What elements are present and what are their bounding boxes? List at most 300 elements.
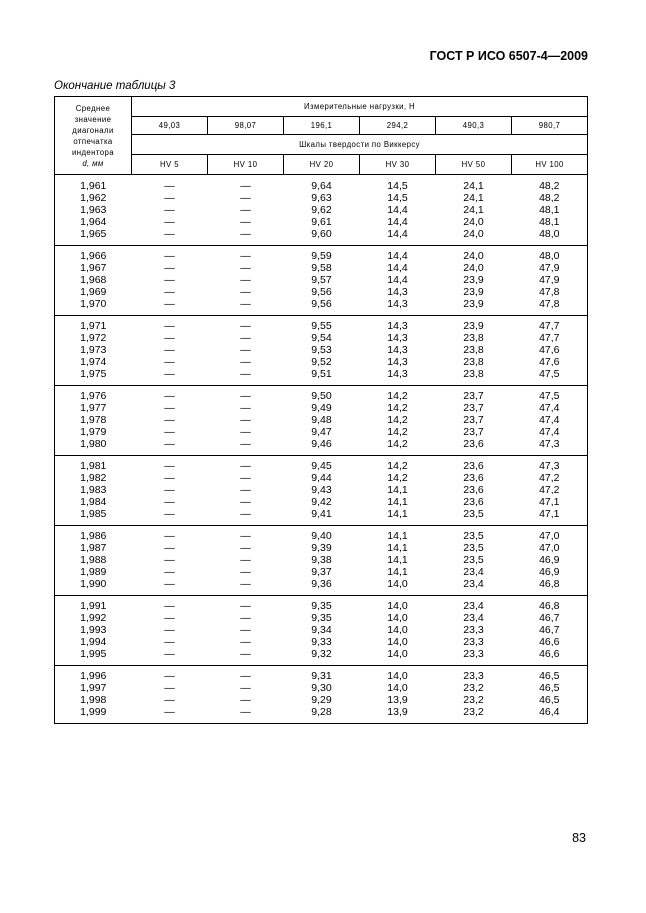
- hardness-cell: 23,2: [463, 694, 484, 706]
- table-caption: Окончание таблицы 3: [54, 80, 176, 92]
- hardness-cell: 47,7: [512, 320, 588, 332]
- hardness-cell: 9,29: [311, 694, 332, 706]
- hardness-cell: —: [240, 426, 251, 438]
- table-row: [55, 250, 588, 262]
- hardness-cell: —: [164, 600, 175, 612]
- hardness-cell: —: [164, 180, 175, 192]
- hardness-cell: —: [240, 216, 251, 228]
- diagonal-cell: 1,993: [55, 624, 132, 636]
- hardness-cell: —: [240, 706, 251, 718]
- table-row: [55, 554, 588, 566]
- diagonal-cell: 1,961: [55, 180, 132, 192]
- scale-label: HV 5: [132, 155, 208, 175]
- hardness-cell: —: [164, 566, 175, 578]
- diagonal-cell: 1,967: [55, 262, 132, 274]
- hardness-cell: —: [164, 670, 175, 682]
- diagonal-cell: 1,973: [55, 344, 132, 356]
- hardness-cell: —: [164, 472, 175, 484]
- hardness-cell: —: [240, 648, 251, 660]
- hardness-cell: —: [240, 496, 251, 508]
- hardness-cell: —: [240, 566, 251, 578]
- table-row: [55, 624, 588, 636]
- hardness-cell: 9,56: [311, 298, 332, 310]
- load-value: 196,1: [284, 117, 360, 135]
- hardness-cell: 14,5: [387, 192, 408, 204]
- hardness-cell: 23,4: [463, 566, 484, 578]
- table-row: [55, 320, 588, 332]
- table-row: [55, 344, 588, 356]
- stub-line: значение: [74, 115, 112, 124]
- table-row: [55, 274, 588, 286]
- diagonal-cell: 1,989: [55, 566, 132, 578]
- hardness-cell: 23,5: [463, 554, 484, 566]
- hardness-cell: 14,0: [387, 578, 408, 590]
- hardness-cell: 24,1: [463, 180, 484, 192]
- hardness-cell: —: [240, 298, 251, 310]
- hardness-cell: 46,5: [512, 670, 588, 682]
- hardness-cell: 9,30: [311, 682, 332, 694]
- hardness-cell: 46,7: [512, 624, 588, 636]
- hardness-cell: 14,2: [387, 390, 408, 402]
- hardness-cell: 24,0: [463, 228, 484, 240]
- table-row: [55, 192, 588, 204]
- row-group: [55, 386, 588, 456]
- scale-label: HV 30: [360, 155, 436, 175]
- hardness-cell: 23,6: [463, 438, 484, 450]
- hardness-cell: 23,5: [463, 508, 484, 520]
- hardness-cell: 23,7: [463, 414, 484, 426]
- hardness-cell: 14,2: [387, 472, 408, 484]
- hardness-cell: 14,3: [387, 344, 408, 356]
- hardness-cell: 47,6: [512, 356, 588, 368]
- hardness-cell: 47,1: [512, 508, 588, 520]
- hardness-cell: 23,8: [463, 332, 484, 344]
- hardness-cell: 14,0: [387, 648, 408, 660]
- hardness-cell: 14,4: [387, 228, 408, 240]
- table-row: [55, 402, 588, 414]
- hardness-table: [54, 96, 588, 724]
- diagonal-cell: 1,986: [55, 530, 132, 542]
- hardness-cell: 14,2: [387, 438, 408, 450]
- hardness-cell: —: [164, 438, 175, 450]
- hardness-cell: 47,5: [512, 368, 588, 380]
- hardness-cell: 9,43: [311, 484, 332, 496]
- hardness-cell: —: [240, 414, 251, 426]
- hardness-cell: 9,58: [311, 262, 332, 274]
- hardness-cell: —: [164, 390, 175, 402]
- table-row: [55, 636, 588, 648]
- loads-title: Измерительные нагрузки, Н: [132, 97, 588, 117]
- hardness-cell: —: [164, 624, 175, 636]
- hardness-cell: 23,6: [463, 496, 484, 508]
- hardness-cell: 9,36: [311, 578, 332, 590]
- table-row: [55, 706, 588, 718]
- hardness-cell: —: [240, 390, 251, 402]
- diagonal-cell: 1,969: [55, 286, 132, 298]
- table-row: [55, 390, 588, 402]
- diagonal-cell: 1,990: [55, 578, 132, 590]
- stub-line: индентора: [72, 148, 114, 157]
- hardness-cell: 46,7: [512, 612, 588, 624]
- hardness-cell: —: [240, 670, 251, 682]
- table-row: [55, 670, 588, 682]
- hardness-cell: —: [164, 508, 175, 520]
- diagonal-cell: 1,965: [55, 228, 132, 240]
- table-row: [55, 180, 588, 192]
- hardness-cell: 9,48: [311, 414, 332, 426]
- hardness-cell: 13,9: [387, 706, 408, 718]
- table-row: [55, 298, 588, 310]
- load-value: 98,07: [208, 117, 284, 135]
- hardness-cell: 14,3: [387, 368, 408, 380]
- table-row: [55, 228, 588, 240]
- diagonal-cell: 1,992: [55, 612, 132, 624]
- hardness-cell: 9,47: [311, 426, 332, 438]
- table-row: [55, 460, 588, 472]
- hardness-cell: 47,0: [512, 542, 588, 554]
- table-row: [55, 542, 588, 554]
- hardness-cell: 24,0: [463, 262, 484, 274]
- hardness-cell: 14,1: [387, 530, 408, 542]
- hardness-cell: —: [240, 612, 251, 624]
- hardness-cell: 14,4: [387, 262, 408, 274]
- hardness-cell: 14,0: [387, 636, 408, 648]
- hardness-cell: 23,3: [463, 624, 484, 636]
- load-value: 490,3: [436, 117, 512, 135]
- hardness-cell: 48,2: [512, 192, 588, 204]
- hardness-cell: —: [240, 460, 251, 472]
- hardness-cell: —: [164, 216, 175, 228]
- hardness-cell: 14,4: [387, 216, 408, 228]
- hardness-cell: 9,55: [311, 320, 332, 332]
- hardness-cell: 9,45: [311, 460, 332, 472]
- hardness-cell: 46,9: [512, 566, 588, 578]
- hardness-cell: 48,1: [512, 216, 588, 228]
- table-row: [55, 414, 588, 426]
- hardness-cell: 46,5: [512, 682, 588, 694]
- hardness-cell: 9,41: [311, 508, 332, 520]
- hardness-cell: 9,49: [311, 402, 332, 414]
- hardness-cell: —: [240, 438, 251, 450]
- hardness-cell: 46,8: [512, 578, 588, 590]
- hardness-cell: 9,35: [311, 612, 332, 624]
- hardness-cell: —: [164, 484, 175, 496]
- hardness-cell: 24,0: [463, 250, 484, 262]
- hardness-cell: 9,37: [311, 566, 332, 578]
- hardness-cell: —: [240, 578, 251, 590]
- hardness-cell: —: [164, 402, 175, 414]
- diagonal-cell: 1,982: [55, 472, 132, 484]
- table-row: [55, 332, 588, 344]
- hardness-cell: 23,8: [463, 368, 484, 380]
- hardness-cell: 47,7: [512, 332, 588, 344]
- hardness-cell: 14,0: [387, 612, 408, 624]
- hardness-cell: 23,6: [463, 484, 484, 496]
- hardness-cell: 23,4: [463, 600, 484, 612]
- hardness-cell: 14,2: [387, 414, 408, 426]
- diagonal-cell: 1,987: [55, 542, 132, 554]
- diagonal-cell: 1,963: [55, 204, 132, 216]
- table-row: [55, 356, 588, 368]
- hardness-cell: —: [240, 356, 251, 368]
- hardness-cell: 46,6: [512, 648, 588, 660]
- scale-label: HV 20: [284, 155, 360, 175]
- table-row: [55, 204, 588, 216]
- hardness-cell: —: [240, 402, 251, 414]
- hardness-cell: 14,0: [387, 600, 408, 612]
- hardness-cell: 47,2: [512, 472, 588, 484]
- hardness-cell: 46,9: [512, 554, 588, 566]
- hardness-cell: 47,0: [512, 530, 588, 542]
- load-value: 980,7: [512, 117, 588, 135]
- hardness-cell: 14,1: [387, 542, 408, 554]
- table-row: [55, 216, 588, 228]
- diagonal-cell: 1,976: [55, 390, 132, 402]
- diagonal-cell: 1,997: [55, 682, 132, 694]
- hardness-cell: 47,8: [512, 298, 588, 310]
- hardness-cell: 23,7: [463, 402, 484, 414]
- hardness-cell: —: [164, 694, 175, 706]
- diagonal-cell: 1,968: [55, 274, 132, 286]
- hardness-cell: —: [240, 344, 251, 356]
- diagonal-cell: 1,977: [55, 402, 132, 414]
- diagonal-cell: 1,995: [55, 648, 132, 660]
- hardness-cell: 47,5: [512, 390, 588, 402]
- load-value: 49,03: [132, 117, 208, 135]
- hardness-cell: —: [240, 228, 251, 240]
- hardness-cell: 14,4: [387, 250, 408, 262]
- hardness-cell: 47,9: [512, 274, 588, 286]
- hardness-cell: 47,3: [512, 438, 588, 450]
- hardness-cell: —: [164, 496, 175, 508]
- hardness-cell: 46,5: [512, 694, 588, 706]
- hardness-cell: 9,63: [311, 192, 332, 204]
- hardness-cell: —: [164, 320, 175, 332]
- hardness-cell: 14,0: [387, 624, 408, 636]
- hardness-cell: 14,3: [387, 356, 408, 368]
- stub-line: отпечатка: [73, 137, 113, 146]
- hardness-cell: —: [240, 694, 251, 706]
- hardness-cell: 47,8: [512, 286, 588, 298]
- hardness-cell: 48,1: [512, 204, 588, 216]
- hardness-cell: —: [240, 204, 251, 216]
- hardness-cell: 9,52: [311, 356, 332, 368]
- stub-line: d, мм: [82, 159, 104, 168]
- hardness-cell: 14,3: [387, 286, 408, 298]
- hardness-cell: 23,9: [463, 298, 484, 310]
- hardness-cell: 47,2: [512, 484, 588, 496]
- hardness-cell: —: [164, 414, 175, 426]
- hardness-cell: 23,7: [463, 426, 484, 438]
- table-row: [55, 530, 588, 542]
- hardness-cell: —: [240, 542, 251, 554]
- hardness-cell: 14,3: [387, 320, 408, 332]
- hardness-cell: —: [164, 426, 175, 438]
- hardness-cell: —: [164, 344, 175, 356]
- table-row: [55, 566, 588, 578]
- table-row: [55, 508, 588, 520]
- hardness-cell: —: [164, 542, 175, 554]
- hardness-cell: 14,0: [387, 670, 408, 682]
- hardness-cell: 9,64: [311, 180, 332, 192]
- hardness-cell: 46,6: [512, 636, 588, 648]
- diagonal-cell: 1,966: [55, 250, 132, 262]
- hardness-cell: —: [240, 274, 251, 286]
- hardness-cell: 23,8: [463, 356, 484, 368]
- hardness-cell: 24,1: [463, 192, 484, 204]
- hardness-cell: —: [240, 250, 251, 262]
- hardness-cell: —: [164, 286, 175, 298]
- hardness-cell: —: [240, 180, 251, 192]
- hardness-cell: 14,1: [387, 496, 408, 508]
- hardness-cell: 14,2: [387, 426, 408, 438]
- hardness-cell: 23,3: [463, 636, 484, 648]
- table-row: [55, 648, 588, 660]
- row-group: [55, 246, 588, 316]
- hardness-cell: 9,40: [311, 530, 332, 542]
- hardness-cell: 9,39: [311, 542, 332, 554]
- hardness-cell: —: [164, 204, 175, 216]
- hardness-cell: 23,2: [463, 682, 484, 694]
- hardness-cell: 47,3: [512, 460, 588, 472]
- hardness-cell: —: [240, 332, 251, 344]
- hardness-cell: 9,57: [311, 274, 332, 286]
- hardness-cell: 47,9: [512, 262, 588, 274]
- hardness-cell: 14,1: [387, 566, 408, 578]
- diagonal-cell: 1,983: [55, 484, 132, 496]
- stub-header: [55, 97, 132, 175]
- hardness-cell: —: [240, 320, 251, 332]
- hardness-cell: 9,42: [311, 496, 332, 508]
- hardness-cell: —: [240, 682, 251, 694]
- table-header: [55, 97, 588, 175]
- row-group: [55, 316, 588, 386]
- hardness-cell: 23,5: [463, 530, 484, 542]
- hardness-cell: 14,4: [387, 204, 408, 216]
- hardness-cell: 9,38: [311, 554, 332, 566]
- hardness-cell: 9,28: [311, 706, 332, 718]
- diagonal-cell: 1,971: [55, 320, 132, 332]
- hardness-cell: —: [164, 460, 175, 472]
- hardness-cell: 23,2: [463, 706, 484, 718]
- hardness-cell: —: [240, 508, 251, 520]
- hardness-cell: 14,2: [387, 402, 408, 414]
- hardness-cell: 9,32: [311, 648, 332, 660]
- hardness-cell: 48,0: [512, 228, 588, 240]
- scale-label: HV 10: [208, 155, 284, 175]
- diagonal-cell: 1,999: [55, 706, 132, 718]
- stub-line: диагонали: [72, 126, 114, 135]
- page-number: 83: [572, 831, 586, 845]
- diagonal-cell: 1,972: [55, 332, 132, 344]
- hardness-cell: —: [164, 612, 175, 624]
- hardness-cell: —: [164, 262, 175, 274]
- hardness-cell: 47,4: [512, 426, 588, 438]
- hardness-cell: 23,8: [463, 344, 484, 356]
- hardness-cell: 9,34: [311, 624, 332, 636]
- hardness-cell: 47,1: [512, 496, 588, 508]
- row-group: [55, 596, 588, 666]
- hardness-cell: —: [164, 332, 175, 344]
- table-row: [55, 600, 588, 612]
- hardness-cell: 23,4: [463, 612, 484, 624]
- table-row: [55, 368, 588, 380]
- scale-label: HV 50: [436, 155, 512, 175]
- hardness-cell: 14,1: [387, 554, 408, 566]
- hardness-cell: —: [164, 368, 175, 380]
- table-row: [55, 496, 588, 508]
- hardness-cell: 23,3: [463, 648, 484, 660]
- hardness-cell: 9,61: [311, 216, 332, 228]
- table-row: [55, 286, 588, 298]
- hardness-cell: 9,31: [311, 670, 332, 682]
- hardness-cell: 9,35: [311, 600, 332, 612]
- row-group: [55, 666, 588, 724]
- hardness-cell: —: [240, 554, 251, 566]
- diagonal-cell: 1,964: [55, 216, 132, 228]
- hardness-cell: —: [240, 624, 251, 636]
- hardness-cell: —: [240, 262, 251, 274]
- row-group: [55, 456, 588, 526]
- diagonal-cell: 1,981: [55, 460, 132, 472]
- table-row: [55, 262, 588, 274]
- hardness-cell: 9,60: [311, 228, 332, 240]
- scales-title: Шкалы твердости по Виккерсу: [132, 135, 588, 155]
- hardness-cell: 47,6: [512, 344, 588, 356]
- hardness-cell: —: [164, 356, 175, 368]
- diagonal-cell: 1,978: [55, 414, 132, 426]
- diagonal-cell: 1,994: [55, 636, 132, 648]
- scale-label: HV 100: [512, 155, 588, 175]
- hardness-cell: —: [164, 228, 175, 240]
- hardness-cell: —: [240, 530, 251, 542]
- diagonal-cell: 1,962: [55, 192, 132, 204]
- hardness-cell: 23,6: [463, 472, 484, 484]
- hardness-cell: 23,6: [463, 460, 484, 472]
- diagonal-cell: 1,988: [55, 554, 132, 566]
- document-code: ГОСТ Р ИСО 6507-4—2009: [429, 49, 588, 63]
- hardness-cell: 14,4: [387, 274, 408, 286]
- hardness-cell: —: [240, 286, 251, 298]
- table-row: [55, 438, 588, 450]
- hardness-cell: 23,9: [463, 320, 484, 332]
- hardness-cell: 46,4: [512, 706, 588, 718]
- hardness-cell: —: [164, 298, 175, 310]
- hardness-cell: —: [164, 682, 175, 694]
- diagonal-cell: 1,985: [55, 508, 132, 520]
- hardness-cell: 14,1: [387, 484, 408, 496]
- hardness-cell: 23,9: [463, 286, 484, 298]
- hardness-cell: —: [164, 530, 175, 542]
- hardness-cell: 14,1: [387, 508, 408, 520]
- hardness-cell: 14,5: [387, 180, 408, 192]
- hardness-cell: 14,2: [387, 460, 408, 472]
- hardness-cell: 23,7: [463, 390, 484, 402]
- table-row: [55, 612, 588, 624]
- hardness-cell: 47,4: [512, 414, 588, 426]
- table-row: [55, 426, 588, 438]
- hardness-cell: —: [240, 472, 251, 484]
- hardness-cell: —: [240, 636, 251, 648]
- table-row: [55, 694, 588, 706]
- hardness-cell: 9,51: [311, 368, 332, 380]
- hardness-cell: —: [240, 368, 251, 380]
- hardness-cell: 46,8: [512, 600, 588, 612]
- hardness-cell: —: [240, 192, 251, 204]
- diagonal-cell: 1,979: [55, 426, 132, 438]
- table-row: [55, 578, 588, 590]
- hardness-cell: 23,4: [463, 578, 484, 590]
